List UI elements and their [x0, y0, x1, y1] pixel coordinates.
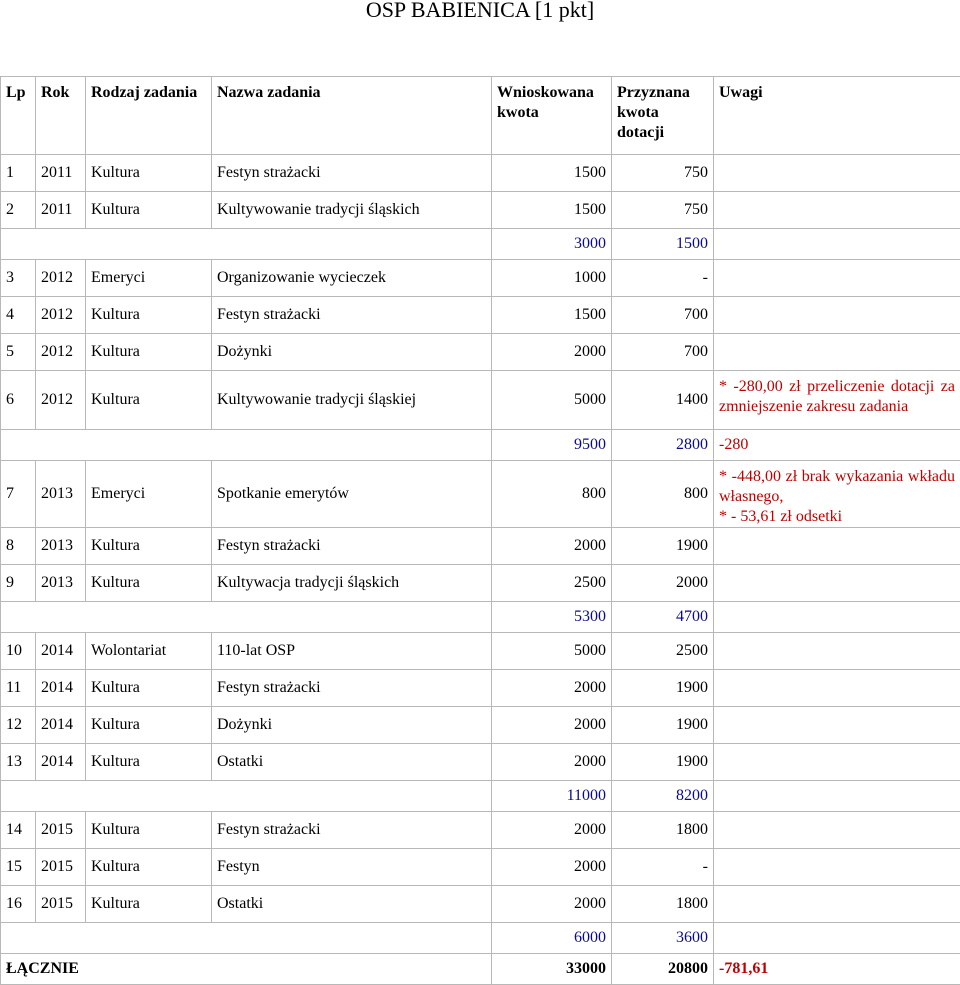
header-uwagi: Uwagi: [714, 77, 960, 155]
cell-rok: 2011: [36, 192, 86, 229]
cell-nazwa: Kultywowanie tradycji śląskiej: [212, 371, 492, 430]
uwagi-line: * - 53,61 zł odsetki: [719, 507, 955, 527]
cell-nazwa: Festyn strażacki: [212, 812, 492, 849]
cell-nazwa: Festyn strażacki: [212, 670, 492, 707]
cell-uwagi: [714, 849, 960, 886]
table-row: [1, 371, 960, 430]
header-row: [1, 77, 960, 155]
cell-nazwa: Ostatki: [212, 744, 492, 781]
cell-nazwa: Ostatki: [212, 886, 492, 923]
cell-lp: 14: [1, 812, 36, 849]
cell-rok: 2012: [36, 297, 86, 334]
cell-przyznana: 2000: [612, 565, 714, 602]
cell-lp: 10: [1, 633, 36, 670]
cell-rok: 2015: [36, 812, 86, 849]
table-row: [1, 528, 960, 565]
cell-rodzaj: Emeryci: [86, 461, 212, 528]
cell-lp: 4: [1, 297, 36, 334]
cell-uwagi: [714, 297, 960, 334]
subtotal-wnioskowana: 6000: [492, 923, 612, 954]
cell-wnioskowana: 2000: [492, 334, 612, 371]
table-row: [1, 155, 960, 192]
subtotal-row: [1, 229, 960, 260]
cell-wnioskowana: 5000: [492, 633, 612, 670]
cell-lp: 5: [1, 334, 36, 371]
cell-rodzaj: Emeryci: [86, 260, 212, 297]
subtotal-przyznana: 1500: [612, 229, 714, 260]
total-uwagi: -781,61: [714, 954, 960, 985]
cell-wnioskowana: 1500: [492, 297, 612, 334]
table-row: [1, 334, 960, 371]
cell-rok: 2015: [36, 849, 86, 886]
table-row: [1, 633, 960, 670]
grants-table: [0, 76, 960, 985]
cell-lp: 1: [1, 155, 36, 192]
subtotal-przyznana: 8200: [612, 781, 714, 812]
table-row: [1, 744, 960, 781]
cell-przyznana: -: [612, 260, 714, 297]
cell-rodzaj: Kultura: [86, 528, 212, 565]
subtotal-uwagi: [714, 229, 960, 260]
subtotal-uwagi: [714, 602, 960, 633]
page-title: OSP BABIENICA [1 pkt]: [0, 0, 960, 28]
cell-przyznana: 1900: [612, 528, 714, 565]
subtotal-uwagi: [714, 781, 960, 812]
table-row: [1, 461, 960, 528]
cell-wnioskowana: 800: [492, 461, 612, 528]
header-wnioskowana: Wnioskowana kwota: [492, 77, 612, 155]
subtotal-uwagi: [714, 923, 960, 954]
cell-lp: 3: [1, 260, 36, 297]
table-row: [1, 707, 960, 744]
cell-przyznana: 2500: [612, 633, 714, 670]
cell-wnioskowana: 2500: [492, 565, 612, 602]
table-row: [1, 192, 960, 229]
total-wnioskowana: 33000: [492, 954, 612, 985]
cell-lp: 12: [1, 707, 36, 744]
cell-lp: 7: [1, 461, 36, 528]
table-row: [1, 670, 960, 707]
cell-nazwa: Organizowanie wycieczek: [212, 260, 492, 297]
cell-rok: 2013: [36, 461, 86, 528]
cell-przyznana: 1400: [612, 371, 714, 430]
subtotal-wnioskowana: 11000: [492, 781, 612, 812]
cell-nazwa: Kultywowanie tradycji śląskich: [212, 192, 492, 229]
cell-rodzaj: Kultura: [86, 849, 212, 886]
cell-wnioskowana: 2000: [492, 707, 612, 744]
cell-uwagi: [714, 744, 960, 781]
subtotal-wnioskowana: 5300: [492, 602, 612, 633]
cell-przyznana: 750: [612, 192, 714, 229]
cell-wnioskowana: 2000: [492, 528, 612, 565]
cell-wnioskowana: 2000: [492, 849, 612, 886]
cell-uwagi: [714, 371, 960, 430]
table-row: [1, 565, 960, 602]
cell-rodzaj: Kultura: [86, 371, 212, 430]
subtotal-spacer: [1, 781, 492, 812]
table-row: [1, 297, 960, 334]
cell-rodzaj: Kultura: [86, 192, 212, 229]
cell-nazwa: Kultywacja tradycji śląskich: [212, 565, 492, 602]
cell-rok: 2015: [36, 886, 86, 923]
cell-lp: 2: [1, 192, 36, 229]
subtotal-spacer: [1, 430, 492, 461]
cell-rodzaj: Kultura: [86, 886, 212, 923]
cell-nazwa: 110-lat OSP: [212, 633, 492, 670]
cell-wnioskowana: 2000: [492, 670, 612, 707]
cell-uwagi: [714, 812, 960, 849]
subtotal-spacer: [1, 602, 492, 633]
header-nazwa: Nazwa zadania: [212, 77, 492, 155]
cell-rodzaj: Kultura: [86, 744, 212, 781]
cell-lp: 9: [1, 565, 36, 602]
cell-rodzaj: Kultura: [86, 812, 212, 849]
cell-przyznana: 700: [612, 334, 714, 371]
cell-przyznana: 700: [612, 297, 714, 334]
cell-nazwa: Festyn strażacki: [212, 528, 492, 565]
subtotal-spacer: [1, 923, 492, 954]
cell-uwagi: [714, 670, 960, 707]
table-row: [1, 849, 960, 886]
cell-uwagi: [714, 155, 960, 192]
cell-lp: 13: [1, 744, 36, 781]
table-row: [1, 812, 960, 849]
cell-nazwa: Festyn strażacki: [212, 155, 492, 192]
uwagi-line: * -280,00 zł przeliczenie dotacji za zmniejszenie zakresu zadania: [719, 377, 955, 417]
table-row: [1, 886, 960, 923]
cell-lp: 15: [1, 849, 36, 886]
cell-rok: 2012: [36, 371, 86, 430]
cell-nazwa: Festyn: [212, 849, 492, 886]
cell-wnioskowana: 2000: [492, 886, 612, 923]
cell-rodzaj: Wolontariat: [86, 633, 212, 670]
cell-nazwa: Dożynki: [212, 707, 492, 744]
subtotal-spacer: [1, 229, 492, 260]
cell-przyznana: 1800: [612, 812, 714, 849]
subtotal-wnioskowana: 9500: [492, 430, 612, 461]
cell-rok: 2013: [36, 528, 86, 565]
cell-nazwa: Spotkanie emerytów: [212, 461, 492, 528]
cell-uwagi: [714, 334, 960, 371]
cell-wnioskowana: 2000: [492, 744, 612, 781]
cell-rok: 2014: [36, 744, 86, 781]
uwagi-line: * -448,00 zł brak wykazania wkładu własnego,: [719, 467, 955, 507]
cell-przyznana: 1900: [612, 670, 714, 707]
cell-uwagi: [714, 886, 960, 923]
subtotal-przyznana: 4700: [612, 602, 714, 633]
header-rok: Rok: [36, 77, 86, 155]
cell-nazwa: Festyn strażacki: [212, 297, 492, 334]
total-przyznana: 20800: [612, 954, 714, 985]
subtotal-przyznana: 3600: [612, 923, 714, 954]
cell-uwagi: [714, 707, 960, 744]
header-przyznana: Przyznana kwota dotacji: [612, 77, 714, 155]
header-lp: Lp: [1, 77, 36, 155]
cell-przyznana: 1900: [612, 707, 714, 744]
cell-lp: 16: [1, 886, 36, 923]
table-row: [1, 260, 960, 297]
cell-rodzaj: Kultura: [86, 155, 212, 192]
cell-lp: 11: [1, 670, 36, 707]
header-rodzaj: Rodzaj zadania: [86, 77, 212, 155]
cell-rok: 2011: [36, 155, 86, 192]
cell-przyznana: 800: [612, 461, 714, 528]
total-row: [1, 954, 960, 985]
cell-rodzaj: Kultura: [86, 565, 212, 602]
cell-rodzaj: Kultura: [86, 334, 212, 371]
cell-nazwa: Dożynki: [212, 334, 492, 371]
cell-przyznana: -: [612, 849, 714, 886]
subtotal-przyznana: 2800: [612, 430, 714, 461]
subtotal-row: [1, 602, 960, 633]
cell-rodzaj: Kultura: [86, 707, 212, 744]
cell-uwagi: [714, 528, 960, 565]
subtotal-row: [1, 781, 960, 812]
cell-wnioskowana: 1500: [492, 155, 612, 192]
cell-rok: 2014: [36, 633, 86, 670]
cell-lp: 8: [1, 528, 36, 565]
cell-przyznana: 1800: [612, 886, 714, 923]
cell-uwagi: [714, 260, 960, 297]
cell-rok: 2014: [36, 707, 86, 744]
cell-lp: 6: [1, 371, 36, 430]
cell-rodzaj: Kultura: [86, 297, 212, 334]
cell-wnioskowana: 1500: [492, 192, 612, 229]
cell-rok: 2012: [36, 334, 86, 371]
subtotal-row: [1, 923, 960, 954]
cell-uwagi: [714, 461, 960, 528]
cell-wnioskowana: 2000: [492, 812, 612, 849]
total-label: ŁĄCZNIE: [1, 954, 492, 985]
subtotal-row: [1, 430, 960, 461]
subtotal-wnioskowana: 3000: [492, 229, 612, 260]
cell-przyznana: 1900: [612, 744, 714, 781]
cell-rok: 2012: [36, 260, 86, 297]
cell-uwagi: [714, 565, 960, 602]
cell-rok: 2013: [36, 565, 86, 602]
subtotal-uwagi: -280: [714, 430, 960, 461]
cell-rok: 2014: [36, 670, 86, 707]
cell-rodzaj: Kultura: [86, 670, 212, 707]
cell-uwagi: [714, 633, 960, 670]
cell-wnioskowana: 5000: [492, 371, 612, 430]
cell-wnioskowana: 1000: [492, 260, 612, 297]
cell-uwagi: [714, 192, 960, 229]
cell-przyznana: 750: [612, 155, 714, 192]
